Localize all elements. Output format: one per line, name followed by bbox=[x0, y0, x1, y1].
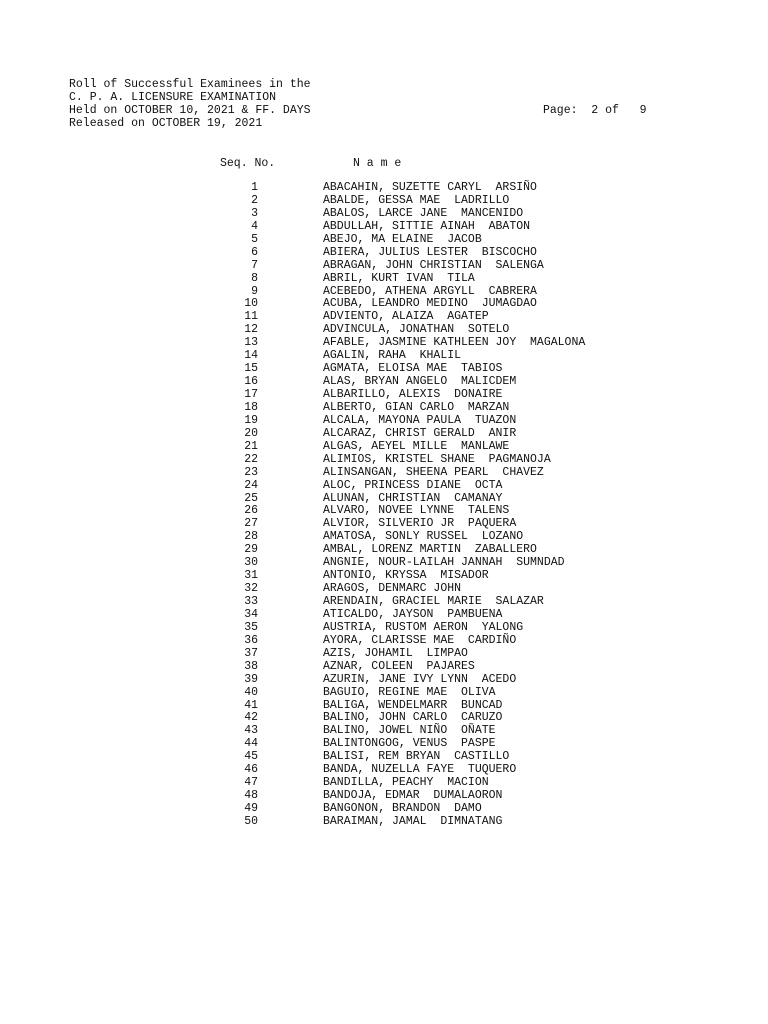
list-item bbox=[0, 208, 768, 221]
examinee-name: ACEBEDO, ATHENA ARGYLL CABRERA bbox=[323, 284, 537, 298]
examinee-name: ABALOS, LARCE JANE MANCENIDO bbox=[323, 206, 524, 220]
seq-number: 30 bbox=[244, 556, 258, 570]
examinee-name: ABDULLAH, SITTIE AINAH ABATON bbox=[323, 219, 531, 233]
examinee-name: ALVARO, NOVEE LYNNE TALENS bbox=[323, 504, 510, 518]
seq-number: 27 bbox=[244, 517, 258, 531]
seq-number: 8 bbox=[251, 271, 258, 285]
seq-number: 28 bbox=[244, 530, 258, 544]
list-item bbox=[0, 687, 768, 700]
list-item bbox=[0, 441, 768, 454]
list-item bbox=[0, 454, 768, 467]
examinee-name: BANDA, NUZELLA FAYE TUQUERO bbox=[323, 763, 517, 777]
document-title-line-1: Roll of Successful Examinees in the bbox=[69, 78, 311, 91]
seq-number: 2 bbox=[251, 193, 258, 207]
seq-no-column-header: Seq. No. bbox=[220, 157, 276, 170]
seq-number: 25 bbox=[244, 491, 258, 505]
seq-number: 37 bbox=[244, 646, 258, 660]
page-number: Page: 2 of 9 bbox=[543, 104, 647, 117]
seq-number: 26 bbox=[244, 504, 258, 518]
seq-number: 33 bbox=[244, 595, 258, 608]
seq-number: 9 bbox=[251, 284, 258, 298]
list-item bbox=[0, 480, 768, 493]
examinee-name: BALISI, REM BRYAN CASTILLO bbox=[323, 750, 510, 764]
seq-number: 48 bbox=[244, 789, 258, 803]
seq-number: 29 bbox=[244, 543, 258, 557]
seq-number: 16 bbox=[244, 375, 258, 389]
seq-number: 20 bbox=[244, 426, 258, 440]
exam-date-line: Held on OCTOBER 10, 2021 & FF. DAYS bbox=[69, 104, 311, 117]
list-item bbox=[0, 402, 768, 415]
seq-number: 24 bbox=[244, 478, 258, 492]
list-item bbox=[0, 182, 768, 195]
seq-number: 44 bbox=[244, 737, 258, 751]
examinee-name: AGALIN, RAHA KHALIL bbox=[323, 349, 462, 363]
examinee-name: BALINO, JOWEL NIÑO OÑATE bbox=[323, 724, 496, 738]
examinee-name: AZNAR, COLEEN PAJARES bbox=[323, 659, 475, 673]
seq-number: 42 bbox=[244, 711, 258, 725]
seq-number: 34 bbox=[244, 607, 258, 621]
examinee-name: ADVIENTO, ALAIZA AGATEP bbox=[323, 310, 489, 324]
seq-number: 50 bbox=[244, 814, 258, 828]
examinee-name: ARENDAIN, GRACIEL MARIE SALAZAR bbox=[323, 595, 544, 608]
list-item bbox=[0, 389, 768, 402]
examinee-name: ALCARAZ, CHRIST GERALD ANIR bbox=[323, 426, 517, 440]
list-item bbox=[0, 467, 768, 480]
examinee-name: BAGUIO, REGINE MAE OLIVA bbox=[323, 685, 496, 699]
seq-number: 5 bbox=[251, 232, 258, 246]
examinee-name: BANDOJA, EDMAR DUMALAORON bbox=[323, 789, 503, 803]
examinee-name: ABRAGAN, JOHN CHRISTIAN SALENGA bbox=[323, 258, 544, 272]
examinee-name: ABACAHIN, SUZETTE CARYL ARSIÑO bbox=[323, 181, 537, 194]
examinee-name: ATICALDO, JAYSON PAMBUENA bbox=[323, 607, 503, 621]
examinee-name: BARAIMAN, JAMAL DIMNATANG bbox=[323, 814, 503, 828]
list-item bbox=[0, 622, 768, 635]
seq-number: 6 bbox=[251, 245, 258, 259]
list-item bbox=[0, 247, 768, 260]
seq-number: 45 bbox=[244, 750, 258, 764]
list-item bbox=[0, 648, 768, 661]
examinee-name: AUSTRIA, RUSTOM AERON YALONG bbox=[323, 620, 524, 634]
examinee-name: ALGAS, AEYEL MILLE MANLAWE bbox=[323, 439, 510, 453]
examinee-name: AGMATA, ELOISA MAE TABIOS bbox=[323, 362, 503, 376]
list-item bbox=[0, 221, 768, 234]
list-item bbox=[0, 415, 768, 428]
examinee-name: BANDILLA, PEACHY MACION bbox=[323, 776, 489, 790]
examinee-name: BALIGA, WENDELMARR BUNCAD bbox=[323, 698, 503, 712]
examinee-name: AFABLE, JASMINE KATHLEEN JOY MAGALONA bbox=[323, 336, 586, 350]
examinee-name: BALINO, JOHN CARLO CARUZO bbox=[323, 711, 503, 725]
examinee-name: ACUBA, LEANDRO MEDINO JUMAGDAO bbox=[323, 297, 537, 311]
examinee-name: ABRIL, KURT IVAN TILA bbox=[323, 271, 475, 285]
list-item bbox=[0, 816, 768, 829]
document-title-line-2: C. P. A. LICENSURE EXAMINATION bbox=[69, 91, 277, 104]
seq-number: 17 bbox=[244, 388, 258, 401]
examinee-name: ALBERTO, GIAN CARLO MARZAN bbox=[323, 400, 510, 414]
seq-number: 22 bbox=[244, 452, 258, 466]
examinee-name: BALINTONGOG, VENUS PASPE bbox=[323, 737, 496, 751]
seq-number: 23 bbox=[244, 465, 258, 479]
seq-number: 47 bbox=[244, 776, 258, 790]
examinee-name: ALUNAN, CHRISTIAN CAMANAY bbox=[323, 491, 503, 505]
examinee-name: ALOC, PRINCESS DIANE OCTA bbox=[323, 478, 503, 492]
list-item bbox=[0, 803, 768, 816]
examinee-name: ALAS, BRYAN ANGELO MALICDEM bbox=[323, 375, 517, 389]
examinee-name: ABIERA, JULIUS LESTER BISCOCHO bbox=[323, 245, 537, 259]
list-item bbox=[0, 428, 768, 441]
examinee-name: ALCALA, MAYONA PAULA TUAZON bbox=[323, 413, 517, 427]
seq-number: 43 bbox=[244, 724, 258, 738]
examinee-list bbox=[0, 182, 768, 829]
seq-number: 35 bbox=[244, 620, 258, 634]
seq-number: 7 bbox=[251, 258, 258, 272]
seq-number: 13 bbox=[244, 336, 258, 350]
list-item bbox=[0, 635, 768, 648]
examinee-name: ADVINCULA, JONATHAN SOTELO bbox=[323, 323, 510, 337]
list-item bbox=[0, 273, 768, 286]
list-item bbox=[0, 661, 768, 674]
examinee-name: BANGONON, BRANDON DAMO bbox=[323, 802, 482, 815]
name-column-header: N a m e bbox=[353, 157, 402, 170]
seq-number: 36 bbox=[244, 633, 258, 647]
list-item bbox=[0, 195, 768, 208]
examinee-name: AYORA, CLARISSE MAE CARDIÑO bbox=[323, 633, 517, 647]
seq-number: 3 bbox=[251, 206, 258, 220]
examinee-name: ALBARILLO, ALEXIS DONAIRE bbox=[323, 388, 503, 401]
examinee-name: AMATOSA, SONLY RUSSEL LOZANO bbox=[323, 530, 524, 544]
list-item bbox=[0, 596, 768, 609]
examinee-name: ARAGOS, DENMARC JOHN bbox=[323, 582, 462, 596]
seq-number: 19 bbox=[244, 413, 258, 427]
seq-number: 40 bbox=[244, 685, 258, 699]
seq-number: 15 bbox=[244, 362, 258, 376]
seq-number: 10 bbox=[244, 297, 258, 311]
examinee-name: ALVIOR, SILVERIO JR PAQUERA bbox=[323, 517, 517, 531]
examinee-name: ABEJO, MA ELAINE JACOB bbox=[323, 232, 482, 246]
seq-number: 39 bbox=[244, 672, 258, 686]
examinee-name: ANTONIO, KRYSSA MISADOR bbox=[323, 569, 489, 583]
seq-number: 38 bbox=[244, 659, 258, 673]
seq-number: 41 bbox=[244, 698, 258, 712]
seq-number: 46 bbox=[244, 763, 258, 777]
seq-number: 1 bbox=[251, 181, 258, 194]
list-item bbox=[0, 260, 768, 273]
seq-number: 32 bbox=[244, 582, 258, 596]
seq-number: 14 bbox=[244, 349, 258, 363]
list-item bbox=[0, 234, 768, 247]
examinee-name: AZIS, JOHAMIL LIMPAO bbox=[323, 646, 468, 660]
examinee-name: ABALDE, GESSA MAE LADRILLO bbox=[323, 193, 510, 207]
list-item bbox=[0, 609, 768, 622]
seq-number: 21 bbox=[244, 439, 258, 453]
list-item bbox=[0, 674, 768, 687]
examinee-name: ANGNIE, NOUR-LAILAH JANNAH SUMNDAD bbox=[323, 556, 565, 570]
examinee-name: ALIMIOS, KRISTEL SHANE PAGMANOJA bbox=[323, 452, 551, 466]
examinee-name: AZURIN, JANE IVY LYNN ACEDO bbox=[323, 672, 517, 686]
seq-number: 31 bbox=[244, 569, 258, 583]
release-date-line: Released on OCTOBER 19, 2021 bbox=[69, 117, 263, 130]
seq-number: 11 bbox=[244, 310, 258, 324]
seq-number: 18 bbox=[244, 400, 258, 414]
examinee-name: AMBAL, LORENZ MARTIN ZABALLERO bbox=[323, 543, 537, 557]
examinee-name: ALINSANGAN, SHEENA PEARL CHAVEZ bbox=[323, 465, 544, 479]
seq-number: 49 bbox=[244, 802, 258, 815]
seq-number: 4 bbox=[251, 219, 258, 233]
seq-number: 12 bbox=[244, 323, 258, 337]
